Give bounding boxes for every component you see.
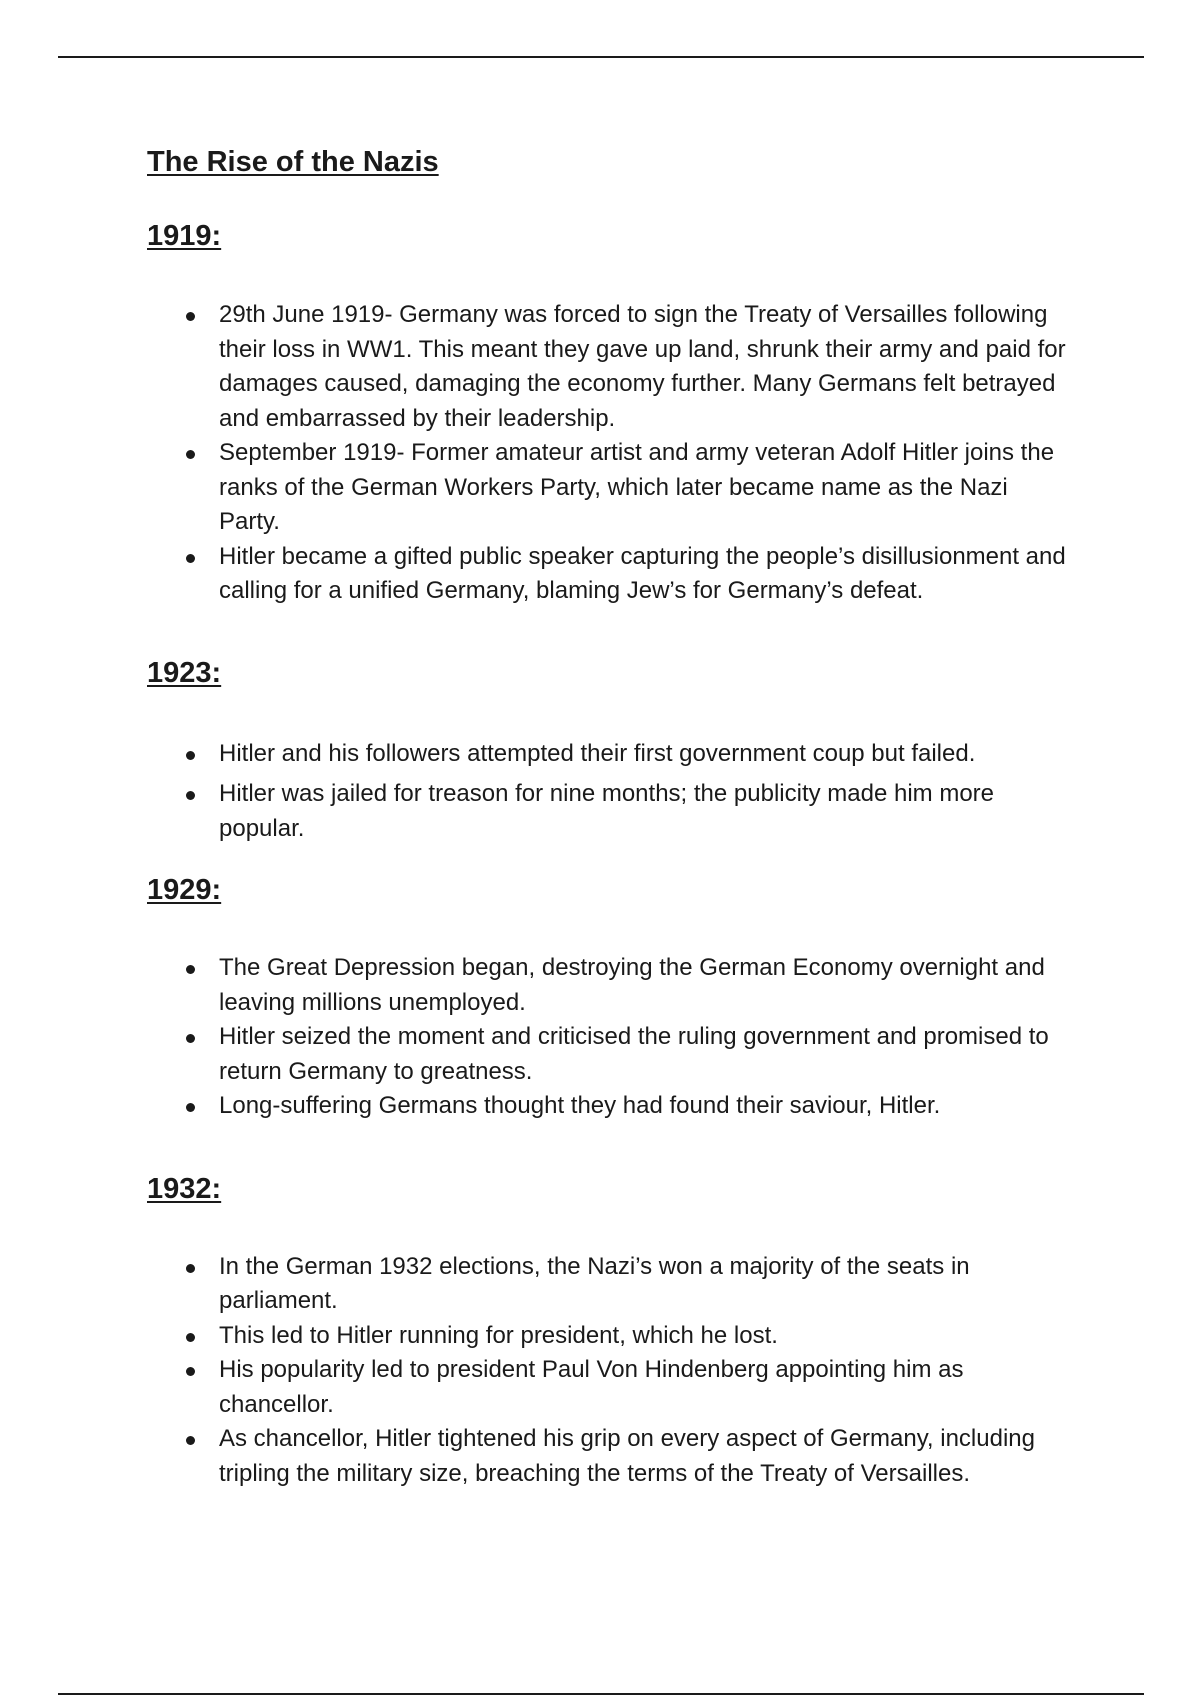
list-item <box>147 1422 1067 1491</box>
bullet-icon <box>186 1264 195 1273</box>
list-item <box>147 1020 1067 1089</box>
list-item <box>147 777 1067 846</box>
top-rule <box>58 56 1144 58</box>
bullet-icon <box>186 1436 195 1445</box>
list-item <box>147 298 1067 436</box>
bullet-icon <box>186 1333 195 1342</box>
list-item-text: Hitler became a gifted public speaker capturing the people’s disillusionment and calling for a unified Germany, blaming Jew’s for Germany’s defeat. <box>219 542 1066 604</box>
section-heading-1923: 1923: <box>147 656 222 689</box>
list-item-text: Long-suffering Germans thought they had found their saviour, Hitler. <box>219 1092 941 1119</box>
list-item-text: This led to Hitler running for president, which he lost. <box>219 1321 778 1349</box>
bullet-icon <box>186 554 195 563</box>
list-item-text: The Great Depression began, destroying the German Economy overnight and leaving millions unemployed. <box>219 954 1045 1016</box>
bullet-icon <box>186 1103 195 1112</box>
bullet-icon <box>186 312 195 321</box>
section-heading-1929: 1929: <box>147 874 222 906</box>
list-item <box>147 436 1067 540</box>
list-item-text: Hitler and his followers attempted their first government coup but failed. <box>219 739 976 767</box>
list-item <box>147 1250 1067 1319</box>
bullet-list-1919 <box>147 298 1067 609</box>
page-title: The Rise of the Nazis <box>147 146 439 178</box>
bullet-icon <box>186 1034 195 1043</box>
bullet-icon <box>186 1367 195 1376</box>
bullet-list-1923 <box>147 737 1067 847</box>
bullet-list-1932 <box>147 1250 1067 1492</box>
section-heading-1932: 1932: <box>147 1172 222 1205</box>
section-heading-1919: 1919: <box>147 220 222 252</box>
list-item-text: His popularity led to president Paul Von Hindenberg appointing him as chancellor. <box>219 1356 964 1418</box>
list-item-text: Hitler was jailed for treason for nine months; the publicity made him more popular. <box>219 780 995 842</box>
bullet-icon <box>186 965 195 974</box>
list-item-text: As chancellor, Hitler tightened his grip on every aspect of Germany, including tripling the military size, breaching the terms of the Treaty of Versailles. <box>219 1425 1035 1487</box>
list-item-text: 29th June 1919- Germany was forced to sign the Treaty of Versailles following their loss in WW1. This meant they gave up land, shrunk their army and paid for damages caused, damaging the economy further. Many Germans felt betrayed and embarrassed by their leadership. <box>219 301 1066 432</box>
list-item <box>147 951 1067 1020</box>
list-item-text: In the German 1932 elections, the Nazi’s won a majority of the seats in parliament. <box>219 1252 970 1314</box>
list-item-text: Hitler seized the moment and criticised the ruling government and promised to return Germany to greatness. <box>219 1023 1049 1085</box>
bullet-icon <box>186 751 195 760</box>
document-body <box>147 140 1067 1491</box>
list-item-text: September 1919- Former amateur artist and army veteran Adolf Hitler joins the ranks of the German Workers Party, which later became name as the Nazi Party. <box>219 439 1055 535</box>
list-item <box>147 1319 1067 1354</box>
bottom-rule <box>58 1693 1144 1695</box>
list-item <box>147 540 1067 609</box>
bullet-list-1929 <box>147 951 1067 1124</box>
bullet-icon <box>186 791 195 800</box>
list-item <box>147 1089 1067 1124</box>
list-item <box>147 1353 1067 1422</box>
list-item <box>147 737 1067 772</box>
bullet-icon <box>186 450 195 459</box>
